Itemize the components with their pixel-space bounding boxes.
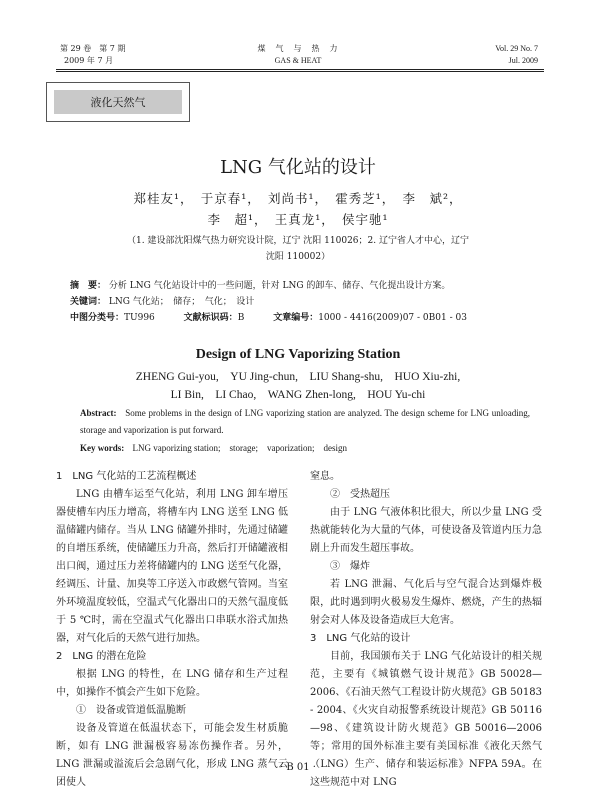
keywords-cn-text: LNG 气化站； 储存； 气化； 设计 xyxy=(108,297,255,307)
abstract-cn-text: 分析 LNG 气化站设计中的一些问题，针对 LNG 的卸车、储存、气化提出设计方案。 xyxy=(108,281,451,291)
section-3-heading: 3 LNG 气化站的设计 xyxy=(310,633,411,644)
section-1-heading: 1 LNG 气化站的工艺流程概述 xyxy=(56,471,197,482)
section-3-paragraph: 目前，我国颁布关于 LNG 气化站设计的相关规范，主要有《城镇燃气设计规范》GB 50028—2006、《石油天然气工程设计防火规范》GB 50183 - 2004、《火灾自动报警系统设计规范》GB 50116—98、《建筑设计防火规范》GB 50016—2006 等；常用的国外标准主要有美国标准《液化天然气（LNG）生产、储存和装运标准》NFPA 59A。在这些规范中对 LNG xyxy=(310,651,542,788)
hazard-2-heading: ② 受热超压 xyxy=(330,489,390,500)
authors-en-line2: LI Bin, LI Chao, WANG Zhen-long, HOU Yu-chi xyxy=(170,389,426,401)
right-continuation: 窒息。 xyxy=(310,471,340,482)
category-label: 液化天然气 xyxy=(54,90,182,114)
abstract-cn xyxy=(70,278,540,294)
keywords-cn-label: 关键词： xyxy=(70,297,107,307)
keywords-en-label: Key words: xyxy=(80,443,125,453)
article-no-label: 文章编号： xyxy=(273,313,319,323)
title-en: Design of LNG Vaporizing Station xyxy=(195,347,401,362)
page-number: · B 01 · xyxy=(280,762,316,773)
hazard-3-paragraph: 若 LNG 泄漏、气化后与空气混合达到爆炸极限，此时遇到明火极易发生爆炸、燃烧，产生的热辐射会对人体及设备造成巨大危害。 xyxy=(310,579,542,626)
hazard-1-heading: ① 设备或管道低温脆断 xyxy=(76,705,186,716)
affiliation-line1: （1. 建设部沈阳煤气热力研究设计院，辽宁 沈阳 110026；2. 辽宁省人才中心，辽宁 xyxy=(127,236,469,246)
category-box xyxy=(46,82,190,122)
section-2-heading: 2 LNG 的潜在危险 xyxy=(56,651,147,662)
header-date-en: Jul. 2009 xyxy=(508,56,538,65)
header-journal-cn: 煤 气 与 热 力 xyxy=(257,44,339,53)
article-no-value: 1000 - 4416(2009)07 - 0B01 - 03 xyxy=(318,313,467,323)
section-2-paragraph-2: 设备及管道在低温状态下，可能会发生材质脆断，如有 LNG 泄漏极容易冻伤操作者。另外，LNG 泄漏或溢流后会急剧气化，形成 LNG 蒸气云团使人 xyxy=(56,723,288,788)
section-1-paragraph: LNG 由槽车运至气化站，利用 LNG 卸车增压器使槽车内压力增高，将槽车内 LNG 送至 LNG 低温储罐内储存。当从 LNG 储罐外排时，先通过储罐的自增压系统，使储罐压力升高，然后打开储罐液相出口阀，通过压力差将储罐内的 LNG 送至气化器，经调压、计量、加臭等工序送入市政燃气管网。当室外环境温度较低，空温式气化器出口的天然气温度低于 5 ℃时，需在空温式气化器出口串联水浴式加热器，对气化后的天然气进行加热。 xyxy=(56,489,288,644)
abstract-en xyxy=(80,405,530,439)
keywords-cn xyxy=(70,294,540,310)
abstract-en-text: Some problems in the design of LNG vaporizing station are analyzed. The design scheme for LNG unloading, storage and vaporization is put forward. xyxy=(80,408,531,435)
hazard-3-heading: ③ 爆炸 xyxy=(330,561,370,572)
affiliation-line2: 沈阳 110002） xyxy=(265,252,331,262)
header-date-cn: 2009 年 7 月 xyxy=(64,56,114,65)
classification-value: TU996 xyxy=(124,313,155,323)
classification-label: 中图分类号： xyxy=(70,313,125,323)
section-2-paragraph-1: 根据 LNG 的特性，在 LNG 储存和生产过程中，如操作不慎会产生如下危险。 xyxy=(56,669,288,698)
body-right-column xyxy=(310,468,542,792)
doc-code-value: B xyxy=(237,313,245,323)
classification-line xyxy=(70,310,540,326)
header-rule-top xyxy=(56,69,544,70)
keywords-en xyxy=(80,440,530,457)
body-left-column xyxy=(56,468,288,792)
authors-cn-line1: 郑桂友¹， 于京春¹， 刘尚书¹， 霍秀芝¹， 李 斌²， xyxy=(133,191,463,206)
abstract-en-label: Abstract: xyxy=(80,408,117,418)
authors-en-line1: ZHENG Gui-you, YU Jing-chun, LIU Shang-shu, HUO Xiu-zhi, xyxy=(135,371,461,383)
doc-code-label: 文献标识码： xyxy=(183,313,238,323)
hazard-2-paragraph: 由于 LNG 气液体积比很大，所以少量 LNG 受热就能转化为大量的气体，可使设备及管道内压力急剧上升而发生超压事故。 xyxy=(310,507,542,554)
title-cn: LNG 气化站的设计 xyxy=(220,157,376,178)
header-volume-en: Vol. 29 No. 7 xyxy=(495,44,538,53)
abstract-cn-label: 摘 要： xyxy=(70,281,107,291)
header-rule-bottom xyxy=(56,71,544,72)
header-journal-en: GAS & HEAT xyxy=(274,56,322,65)
header-volume-cn: 第 29 卷 第 7 期 xyxy=(60,44,126,53)
keywords-en-text: LNG vaporizing station; storage; vaporization; design xyxy=(132,443,347,453)
authors-cn-line2: 李 超¹， 王真龙¹， 侯宇驰¹ xyxy=(207,212,389,227)
